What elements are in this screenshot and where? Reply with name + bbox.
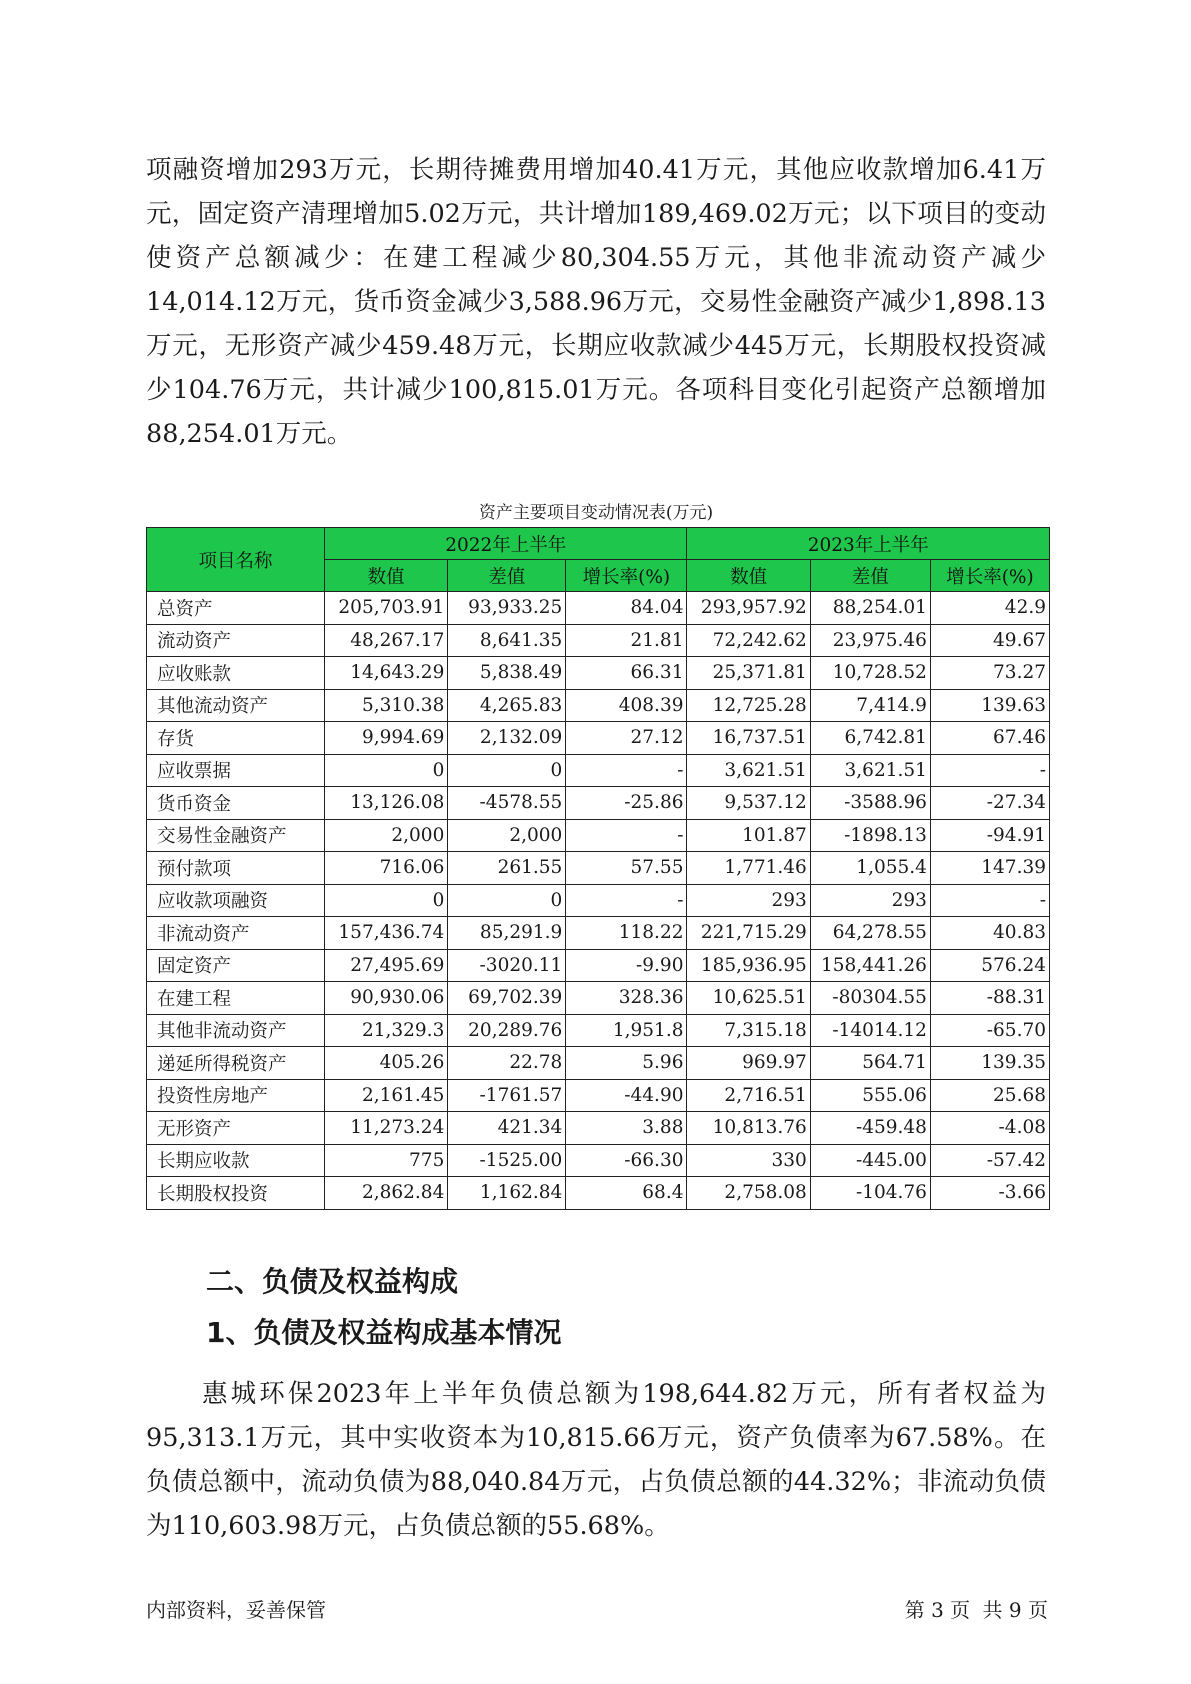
value-cell: -65.70 — [930, 1014, 1049, 1047]
value-cell: 13,126.08 — [325, 787, 448, 820]
table-row — [147, 1047, 1050, 1080]
table-row — [147, 657, 1050, 690]
value-cell: 2,000 — [325, 819, 448, 852]
value-cell: 10,813.76 — [687, 1112, 810, 1145]
value-cell: 72,242.62 — [687, 624, 810, 657]
value-cell: 2,161.45 — [325, 1079, 448, 1112]
table-row — [147, 1014, 1050, 1047]
value-cell: 25.68 — [930, 1079, 1049, 1112]
table-row — [147, 884, 1050, 917]
value-cell: 2,862.84 — [325, 1177, 448, 1210]
value-cell: 205,703.91 — [325, 592, 448, 625]
table-row — [147, 722, 1050, 755]
value-cell: 7,315.18 — [687, 1014, 810, 1047]
value-cell: 118.22 — [566, 917, 687, 950]
value-cell: - — [930, 884, 1049, 917]
table-row — [147, 1112, 1050, 1145]
value-cell: 25,371.81 — [687, 657, 810, 690]
value-cell: 9,537.12 — [687, 787, 810, 820]
row-label-cell: 交易性金融资产 — [147, 819, 325, 852]
row-label-cell: 应收款项融资 — [147, 884, 325, 917]
value-cell: 1,951.8 — [566, 1014, 687, 1047]
value-cell: 88,254.01 — [810, 592, 930, 625]
row-label-cell: 应收账款 — [147, 657, 325, 690]
value-cell: 147.39 — [930, 852, 1049, 885]
value-cell: 2,716.51 — [687, 1079, 810, 1112]
value-cell: -25.86 — [566, 787, 687, 820]
value-cell: -4.08 — [930, 1112, 1049, 1145]
column-header-value: 数值 — [687, 560, 810, 592]
row-label-cell: 投资性房地产 — [147, 1079, 325, 1112]
row-label-cell: 货币资金 — [147, 787, 325, 820]
table-header — [147, 528, 1050, 592]
value-cell: 1,771.46 — [687, 852, 810, 885]
value-cell: 3.88 — [566, 1112, 687, 1145]
liability-paragraph: 惠城环保2023年上半年负债总额为198,644.82万元，所有者权益为95,313.1万元，其中实收资本为10,815.66万元，资产负债率为67.58%。在负债总额中，流动负债为88,040.84万元，占负债总额的44.32%；非流动负债为110,603.98万元，占负债总额的55.68%。 — [146, 1379, 1046, 1541]
table-row — [147, 852, 1050, 885]
value-cell: 405.26 — [325, 1047, 448, 1080]
row-label-cell: 递延所得税资产 — [147, 1047, 325, 1080]
row-label-cell: 非流动资产 — [147, 917, 325, 950]
value-cell: -3020.11 — [448, 949, 566, 982]
value-cell: 10,625.51 — [687, 982, 810, 1015]
table-body — [147, 592, 1050, 1210]
value-cell: 27,495.69 — [325, 949, 448, 982]
value-cell: -14014.12 — [810, 1014, 930, 1047]
value-cell: 0 — [325, 884, 448, 917]
row-label-cell: 应收票据 — [147, 754, 325, 787]
value-cell: 8,641.35 — [448, 624, 566, 657]
value-cell: -27.34 — [930, 787, 1049, 820]
value-cell: 69,702.39 — [448, 982, 566, 1015]
value-cell: -44.90 — [566, 1079, 687, 1112]
value-cell: - — [566, 884, 687, 917]
value-cell: 27.12 — [566, 722, 687, 755]
footer-page-number — [899, 1597, 1048, 1623]
footer-confidential-note: 内部资料，妥善保管 — [146, 1598, 326, 1622]
row-label-cell: 长期应收款 — [147, 1144, 325, 1177]
value-cell: 21,329.3 — [325, 1014, 448, 1047]
column-header-item-name: 项目名称 — [147, 528, 325, 592]
value-cell: 2,758.08 — [687, 1177, 810, 1210]
value-cell: - — [930, 754, 1049, 787]
value-cell: 5.96 — [566, 1047, 687, 1080]
value-cell: -445.00 — [810, 1144, 930, 1177]
value-cell: 73.27 — [930, 657, 1049, 690]
value-cell: 49.67 — [930, 624, 1049, 657]
value-cell: 158,441.26 — [810, 949, 930, 982]
value-cell: 84.04 — [566, 592, 687, 625]
row-label-cell: 总资产 — [147, 592, 325, 625]
value-cell: 555.06 — [810, 1079, 930, 1112]
value-cell: 23,975.46 — [810, 624, 930, 657]
value-cell: 40.83 — [930, 917, 1049, 950]
value-cell: 67.46 — [930, 722, 1049, 755]
row-label-cell: 其他流动资产 — [147, 689, 325, 722]
table-caption: 资产主要项目变动情况表(万元) — [478, 503, 714, 523]
value-cell: 1,162.84 — [448, 1177, 566, 1210]
value-cell: 221,715.29 — [687, 917, 810, 950]
row-label-cell: 无形资产 — [147, 1112, 325, 1145]
table-row — [147, 819, 1050, 852]
value-cell: 11,273.24 — [325, 1112, 448, 1145]
table-row — [147, 982, 1050, 1015]
value-cell: 330 — [687, 1144, 810, 1177]
value-cell: -3.66 — [930, 1177, 1049, 1210]
value-cell: -4578.55 — [448, 787, 566, 820]
value-cell: -88.31 — [930, 982, 1049, 1015]
table-row — [147, 787, 1050, 820]
column-header-growth-rate: 增长率(%) — [930, 560, 1049, 592]
value-cell: 16,737.51 — [687, 722, 810, 755]
row-label-cell: 存货 — [147, 722, 325, 755]
column-header-growth-rate: 增长率(%) — [566, 560, 687, 592]
footer-current-page: 第 3 页 — [904, 1598, 971, 1622]
value-cell: 328.36 — [566, 982, 687, 1015]
value-cell: 4,265.83 — [448, 689, 566, 722]
value-cell: 5,838.49 — [448, 657, 566, 690]
value-cell: -9.90 — [566, 949, 687, 982]
intro-paragraph: 项融资增加293万元，长期待摊费用增加40.41万元，其他应收款增加6.41万元，固定资产清理增加5.02万元，共计增加189,469.02万元；以下项目的变动使资产总额减少：在建工程减少80,304.55万元，其他非流动资产减少14,014.12万元，货币资金减少3,588.96万元，交易性金融资产减少1,898.13万元，无形资产减少459.48万元，长期应收款减少445万元，长期股权投资减少104.76万元，共计减少100,815.01万元。各项科目变化引起资产总额增加88,254.01万元。 — [146, 155, 1046, 449]
value-cell: 408.39 — [566, 689, 687, 722]
value-cell: 576.24 — [930, 949, 1049, 982]
value-cell: 139.35 — [930, 1047, 1049, 1080]
value-cell: 20,289.76 — [448, 1014, 566, 1047]
value-cell: 421.34 — [448, 1112, 566, 1145]
value-cell: 6,742.81 — [810, 722, 930, 755]
value-cell: - — [566, 754, 687, 787]
value-cell: 10,728.52 — [810, 657, 930, 690]
value-cell: 969.97 — [687, 1047, 810, 1080]
table-row — [147, 949, 1050, 982]
value-cell: 261.55 — [448, 852, 566, 885]
value-cell: -94.91 — [930, 819, 1049, 852]
value-cell: 564.71 — [810, 1047, 930, 1080]
value-cell: 0 — [448, 754, 566, 787]
value-cell: -1525.00 — [448, 1144, 566, 1177]
table-row — [147, 917, 1050, 950]
table-row — [147, 1079, 1050, 1112]
table-row — [147, 754, 1050, 787]
column-header-difference: 差值 — [810, 560, 930, 592]
value-cell: 3,621.51 — [810, 754, 930, 787]
value-cell: 1,055.4 — [810, 852, 930, 885]
row-label-cell: 流动资产 — [147, 624, 325, 657]
asset-change-table — [146, 527, 1050, 1210]
value-cell: 7,414.9 — [810, 689, 930, 722]
value-cell: 66.31 — [566, 657, 687, 690]
subsection-heading: 1、负债及权益构成基本情况 — [206, 1316, 562, 1349]
value-cell: 0 — [325, 754, 448, 787]
value-cell: 293,957.92 — [687, 592, 810, 625]
value-cell: 157,436.74 — [325, 917, 448, 950]
value-cell: 716.06 — [325, 852, 448, 885]
value-cell: - — [566, 819, 687, 852]
column-header-period-2022: 2022年上半年 — [325, 528, 687, 560]
value-cell: 93,933.25 — [448, 592, 566, 625]
value-cell: -80304.55 — [810, 982, 930, 1015]
value-cell: 0 — [448, 884, 566, 917]
value-cell: 5,310.38 — [325, 689, 448, 722]
table-row — [147, 624, 1050, 657]
value-cell: 293 — [810, 884, 930, 917]
value-cell: 775 — [325, 1144, 448, 1177]
value-cell: 185,936.95 — [687, 949, 810, 982]
value-cell: 48,267.17 — [325, 624, 448, 657]
section-heading: 二、负债及权益构成 — [206, 1265, 459, 1298]
value-cell: -1761.57 — [448, 1079, 566, 1112]
value-cell: 9,994.69 — [325, 722, 448, 755]
row-label-cell: 固定资产 — [147, 949, 325, 982]
value-cell: 12,725.28 — [687, 689, 810, 722]
value-cell: 14,643.29 — [325, 657, 448, 690]
column-header-period-2023: 2023年上半年 — [687, 528, 1050, 560]
row-label-cell: 预付款项 — [147, 852, 325, 885]
value-cell: 68.4 — [566, 1177, 687, 1210]
value-cell: 101.87 — [687, 819, 810, 852]
value-cell: -459.48 — [810, 1112, 930, 1145]
table-row — [147, 592, 1050, 625]
column-header-difference: 差值 — [448, 560, 566, 592]
value-cell: 2,132.09 — [448, 722, 566, 755]
table-row — [147, 1144, 1050, 1177]
value-cell: 293 — [687, 884, 810, 917]
value-cell: -1898.13 — [810, 819, 930, 852]
row-label-cell: 长期股权投资 — [147, 1177, 325, 1210]
value-cell: 64,278.55 — [810, 917, 930, 950]
value-cell: 85,291.9 — [448, 917, 566, 950]
value-cell: 21.81 — [566, 624, 687, 657]
value-cell: 3,621.51 — [687, 754, 810, 787]
row-label-cell: 其他非流动资产 — [147, 1014, 325, 1047]
value-cell: -57.42 — [930, 1144, 1049, 1177]
value-cell: 90,930.06 — [325, 982, 448, 1015]
value-cell: 57.55 — [566, 852, 687, 885]
value-cell: 22.78 — [448, 1047, 566, 1080]
table-row — [147, 1177, 1050, 1210]
value-cell: 139.63 — [930, 689, 1049, 722]
row-label-cell: 在建工程 — [147, 982, 325, 1015]
value-cell: 2,000 — [448, 819, 566, 852]
table-row — [147, 689, 1050, 722]
footer-total-pages: 共 9 页 — [982, 1598, 1048, 1622]
column-header-value: 数值 — [325, 560, 448, 592]
value-cell: 42.9 — [930, 592, 1049, 625]
value-cell: -66.30 — [566, 1144, 687, 1177]
value-cell: -3588.96 — [810, 787, 930, 820]
value-cell: -104.76 — [810, 1177, 930, 1210]
